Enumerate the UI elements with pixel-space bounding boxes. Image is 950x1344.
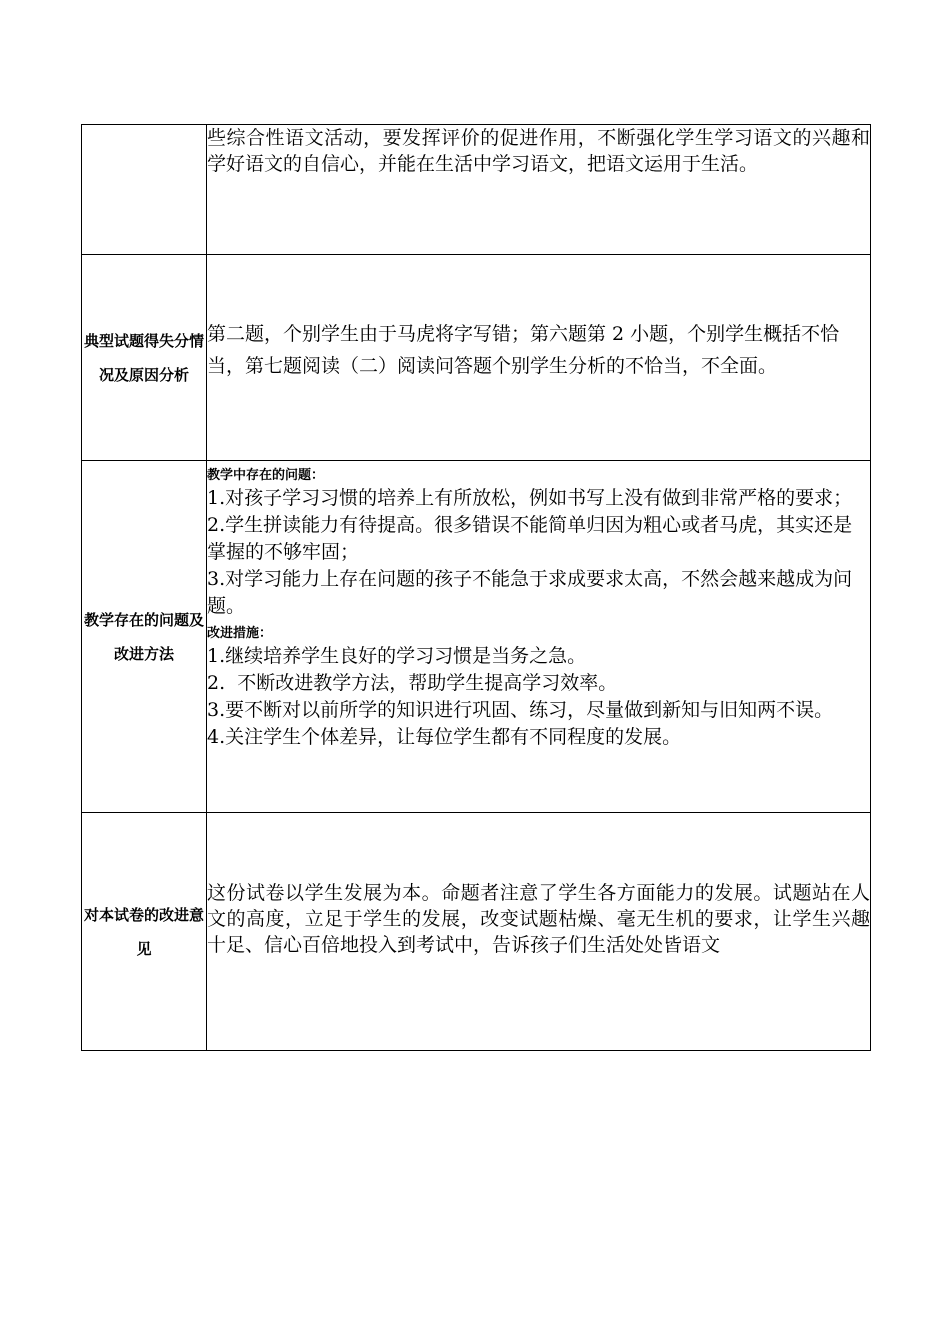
problem-item: 3.对学习能力上存在问题的孩子不能急于求成要求太高，不然会越来越成为问题。 bbox=[207, 568, 853, 617]
teaching-problems-cell bbox=[207, 461, 871, 813]
problem-item: 2.学生拼读能力有待提高。很多错误不能简单归因为粗心或者马虎，其实还是掌握的不够牢固； bbox=[207, 514, 853, 563]
row-label-suggestions: 对本试卷的改进意见 bbox=[82, 813, 207, 1051]
suggestions-cell bbox=[207, 813, 871, 1051]
typical-questions-text: 第二题，个别学生由于马虎将字写错；第六题第 2 小题，个别学生概括不恰当，第七题阅读（二）阅读问答题个别学生分析的不恰当，不全面。 bbox=[207, 322, 840, 377]
typical-questions-cell bbox=[207, 255, 871, 461]
row-label-continuation bbox=[82, 125, 207, 255]
table-row-suggestions bbox=[82, 813, 871, 1051]
measure-item: 4.关注学生个体差异，让每位学生都有不同程度的发展。 bbox=[207, 726, 682, 748]
measures-heading: 改进措施： bbox=[207, 626, 273, 641]
suggestions-text: 这份试卷以学生发展为本。命题者注意了学生各方面能力的发展。试题站在人文的高度，立足于学生的发展，改变试题枯燥、毫无生机的要求，让学生兴趣十足、信心百倍地投入到考试中，告诉孩子们生活处处皆语文 bbox=[207, 881, 870, 956]
row-label-typical-questions: 典型试题得失分情况及原因分析 bbox=[82, 255, 207, 461]
analysis-table bbox=[81, 124, 871, 1051]
table-row-continuation bbox=[82, 125, 871, 255]
problems-heading: 教学中存在的问题： bbox=[207, 468, 325, 483]
measure-item: 2. 不断改进教学方法，帮助学生提高学习效率。 bbox=[207, 672, 618, 694]
table-row-teaching-problems bbox=[82, 461, 871, 813]
measure-item: 3.要不断对以前所学的知识进行巩固、练习，尽量做到新知与旧知两不误。 bbox=[207, 699, 834, 721]
table-row-typical-questions bbox=[82, 255, 871, 461]
continuation-text: 些综合性语文活动，要发挥评价的促进作用，不断强化学生学习语文的兴趣和学好语文的自信心，并能在生活中学习语文，把语文运用于生活。 bbox=[207, 127, 870, 175]
problem-item: 1.对孩子学习习惯的培养上有所放松，例如书写上没有做到非常严格的要求； bbox=[207, 487, 853, 509]
measure-item: 1.继续培养学生良好的学习习惯是当务之急。 bbox=[207, 645, 587, 667]
continuation-cell bbox=[207, 125, 871, 255]
row-label-teaching-problems: 教学存在的问题及改进方法 bbox=[82, 461, 207, 813]
